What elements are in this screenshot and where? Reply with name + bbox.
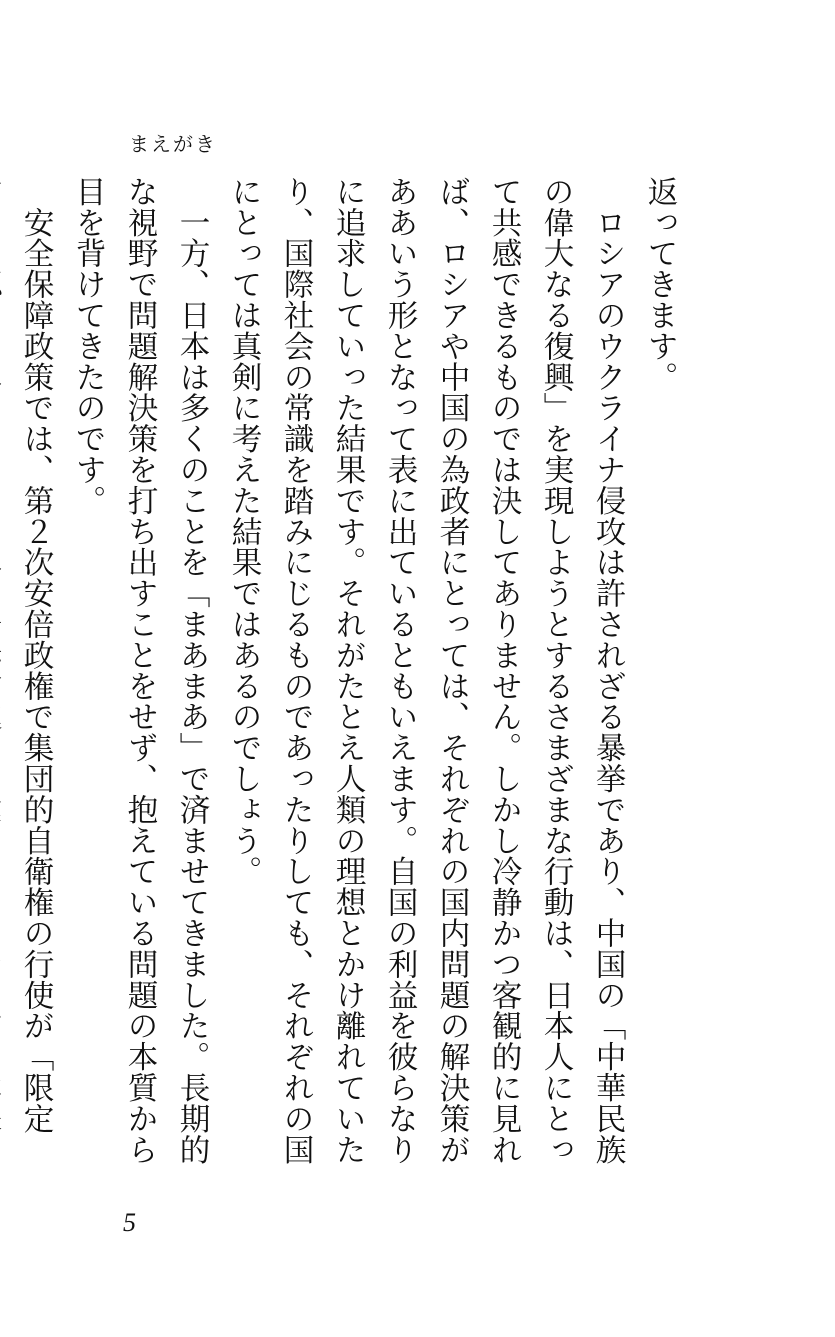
body-text xyxy=(0,176,685,1176)
paragraph: 返ってきます。 xyxy=(642,176,677,393)
page-number: 5 xyxy=(123,1208,136,1237)
paragraph: 安全保障政策では、第２次安倍政権で集団的自衛権の行使が「限定 xyxy=(18,206,53,1134)
running-head-title: まえがき xyxy=(129,132,217,156)
paragraph: 一方、日本は多くのことを「まあまあ」で済ませてきました。長期的な視野で問題解決策を打ち出すことをせず、抱えている問題の本質から目を背けてきたのです。 xyxy=(70,176,209,1165)
paragraph: ロシアのウクライナ侵攻は許されざる暴挙であり、中国の「中華民族の偉大なる復興」を実現しようとするさまざまな行動は、日本人にとって共感できるものでは決してありません。しかし冷静かつ客観的に見れば、ロシアや中国の為政者にとっては、それぞれの国内問題の解決策がああいう形となって表に出ているともいえます。自国の利益を彼らなりに追求していった結果です。それがたとえ人類の理想とかけ離れていたり、国際社会の常識を踏みにじるものであったりしても、それぞれの国にとっては真剣に考えた結果ではあるのでしょう。 xyxy=(226,176,625,1165)
